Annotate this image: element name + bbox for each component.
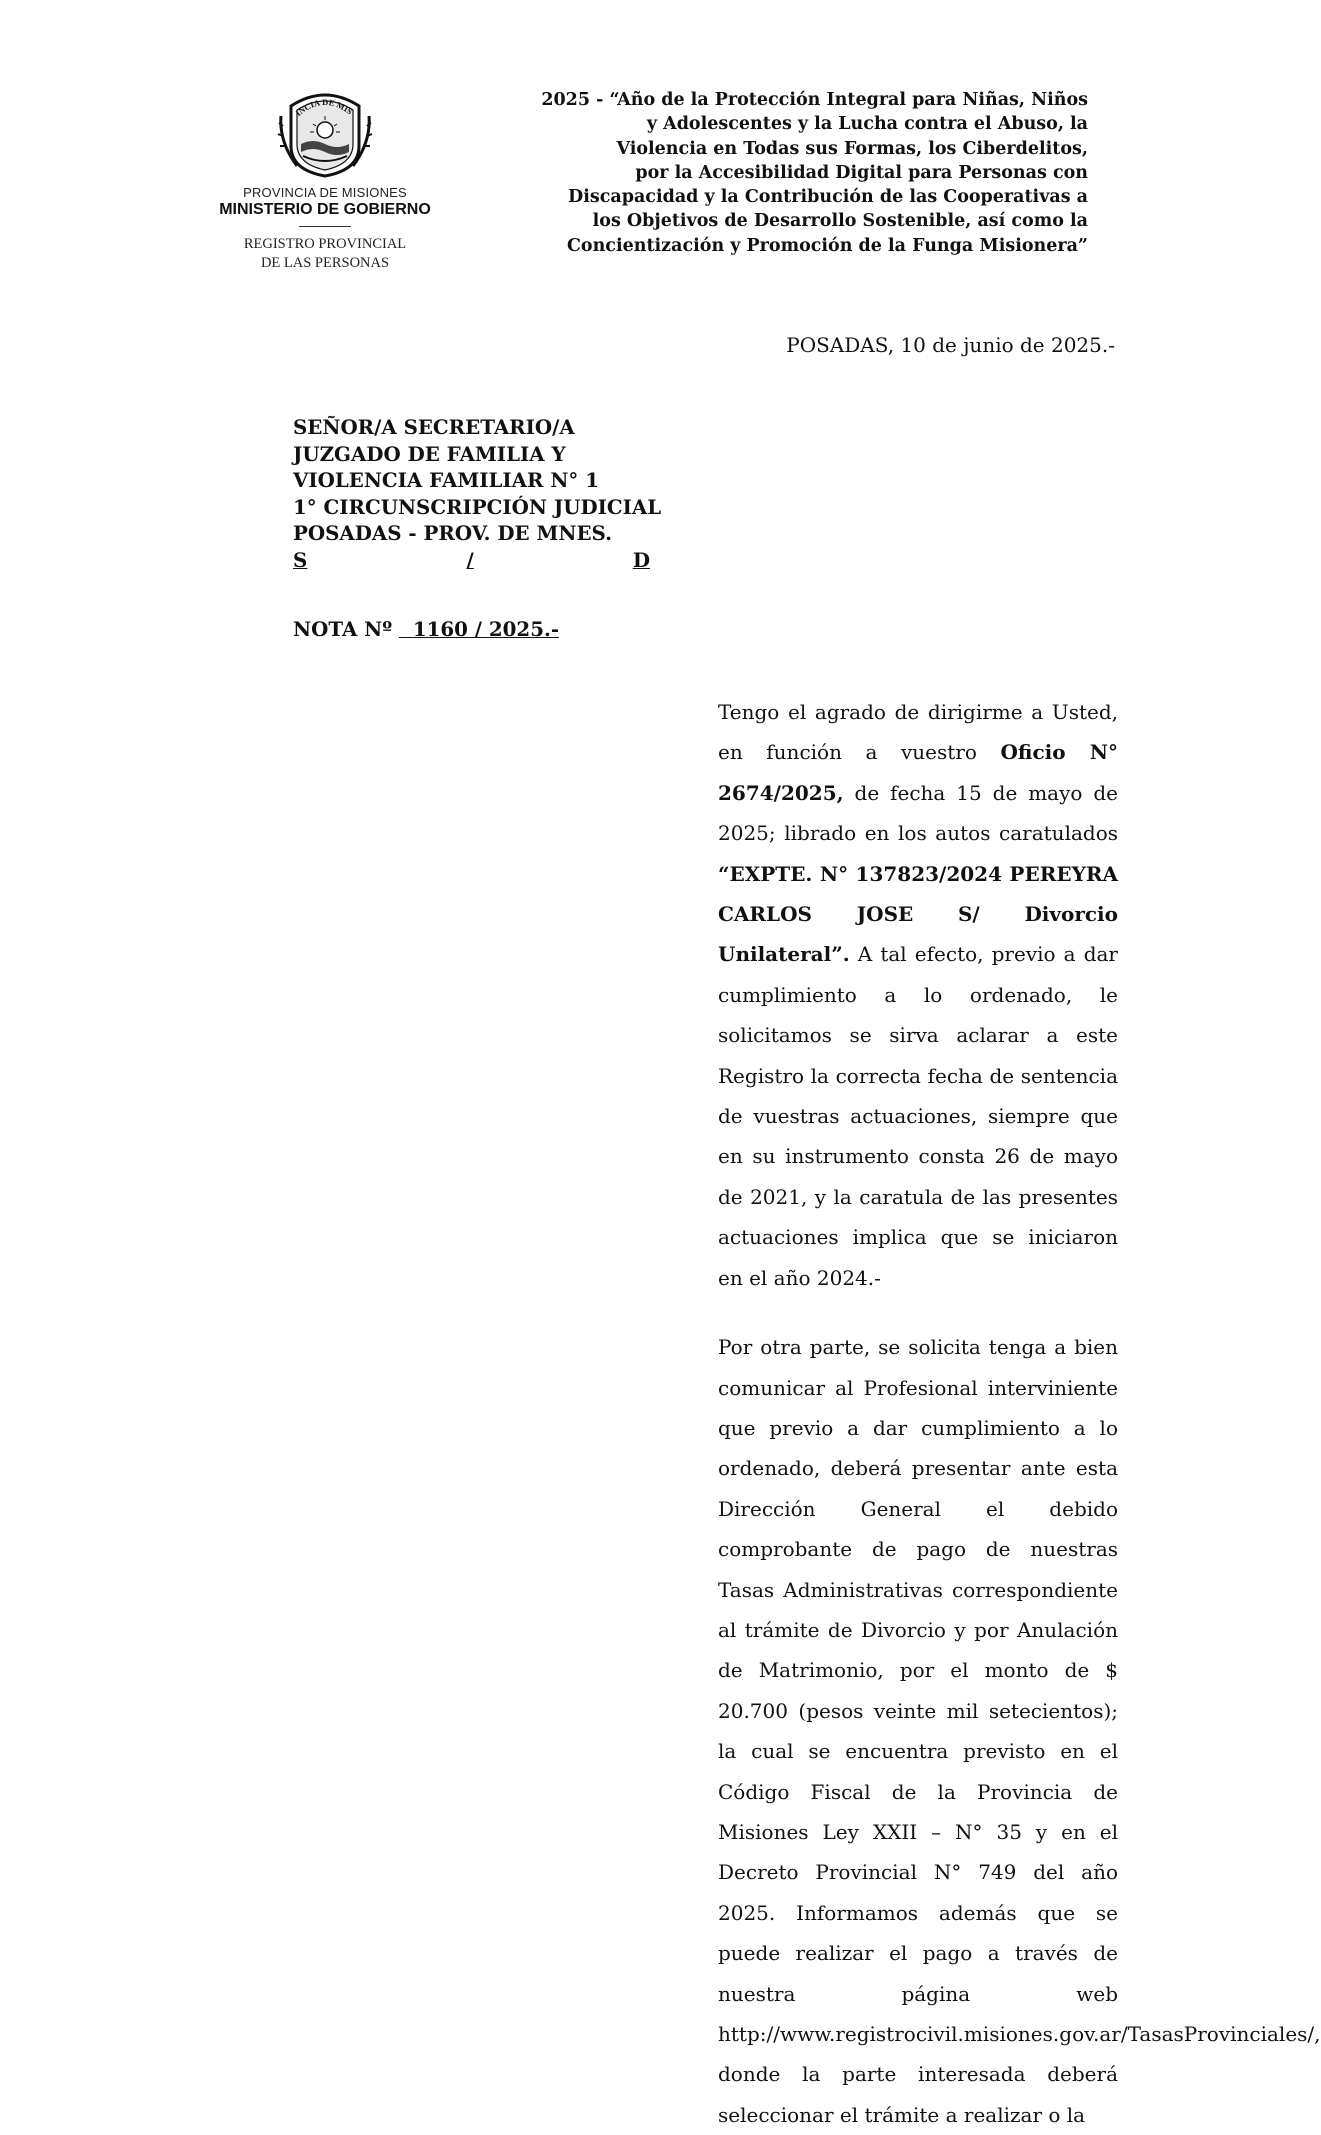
year-motto xyxy=(448,88,1088,258)
registry-line-2: DE LAS PERSONAS xyxy=(260,255,390,271)
recipient-line: JUZGADO DE FAMILIA Y xyxy=(293,441,566,466)
motto-line: 2025 - “Año de la Protección Integral para Niñas, Niños xyxy=(541,90,1088,110)
paragraph-1 xyxy=(293,692,1118,1298)
motto-line: y Adolescentes y la Lucha contra el Abuso, la xyxy=(646,114,1088,135)
sd-slash: / xyxy=(466,547,474,572)
provincial-seal-icon xyxy=(277,86,373,178)
sd-s: S xyxy=(293,547,308,572)
recipient-line: POSADAS - PROV. DE MNES. xyxy=(293,521,613,545)
motto-line: Violencia en Todas sus Formas, los Ciberdelitos, xyxy=(616,138,1088,159)
paragraph-text: A tal efecto, previo a dar cumplimiento a lo ordenado, le solicitamos se sirva aclarar a este Registro la correcta fecha de sentencia de vuestras actuaciones, siempre que en su instrumento consta 26 de mayo de 2021, y la caratula de las presentes actuaciones implica que se iniciaron en el año 2024.- xyxy=(718,942,1118,1290)
motto-line: Discapacidad y la Contribución de las Cooperativas a xyxy=(568,187,1088,208)
motto-line: los Objetivos de Desarrollo Sostenible, así como la xyxy=(592,211,1088,232)
motto-line: por la Accesibilidad Digital para Personas con xyxy=(635,162,1088,183)
letter-body xyxy=(293,692,1321,2135)
recipient-line: SEÑOR/A SECRETARIO/A xyxy=(293,415,575,439)
province-name: PROVINCIA DE MISIONES xyxy=(243,185,407,200)
letterhead-logo-block xyxy=(195,86,455,273)
ministry-name: MINISTERIO DE GOBIERNO xyxy=(219,201,431,218)
sd-d: D xyxy=(632,547,650,572)
case-reference: “EXPTE. N° 137823/2024 PEREYRA CARLOS JOSE S/ Divorcio Unilateral”. xyxy=(718,861,1118,967)
recipient-line: VIOLENCIA FAMILIAR N° 1 xyxy=(293,468,599,492)
note-number-text: 1160 / 2025.- xyxy=(412,617,560,641)
divider xyxy=(299,226,351,227)
paragraph-text: de fecha 15 de mayo de 2025; librado en los autos caratulados xyxy=(718,780,1118,846)
note-label: NOTA Nº xyxy=(293,617,393,641)
paragraph-2: Por otra parte, se solicita tenga a bien comunicar al Profesional interviniente que previo a dar cumplimiento a lo ordenado, deberá presentar ante esta Dirección General el debido comprobante de pago de nuestras Tasas Administrativas correspondiente al trámite de Divorcio y por Anulación de Matrimonio, por el monto de $ 20.700 (pesos veinte mil setecientos); la cual se encuentra previsto en el Código Fiscal de la Provincia de Misiones Ley XXII – N° 35 y en el Decreto Provincial N° 749 del año 2025. Informamos además que se puede realizar el pago a través de nuestra página web http://www.registrocivil.misiones.gov.ar/TasasProvinciales/, donde la parte interesada deberá seleccionar el trámite a realizar o la xyxy=(718,1335,1321,2127)
note-number-value xyxy=(399,617,559,641)
recipient-block xyxy=(293,414,661,573)
letter-date: POSADAS, 10 de junio de 2025.- xyxy=(786,333,1115,357)
motto-line: Concientización y Promoción de la Funga Misionera” xyxy=(566,235,1088,256)
recipient-line: 1° CIRCUNSCRIPCIÓN JUDICIAL xyxy=(293,494,662,519)
paragraph-text: Tengo el agrado de dirigirme a Usted, en función a vuestro xyxy=(718,700,1118,765)
su-despacho-line xyxy=(293,547,650,574)
oficio-reference: Oficio N° 2674/2025, xyxy=(718,740,1119,805)
registry-name xyxy=(195,235,455,273)
note-number xyxy=(293,617,559,641)
svg-text:PROVINCIA DE MISIONES: INCIA DE MIS xyxy=(293,96,355,118)
registry-line-1: REGISTRO PROVINCIAL xyxy=(243,236,407,252)
